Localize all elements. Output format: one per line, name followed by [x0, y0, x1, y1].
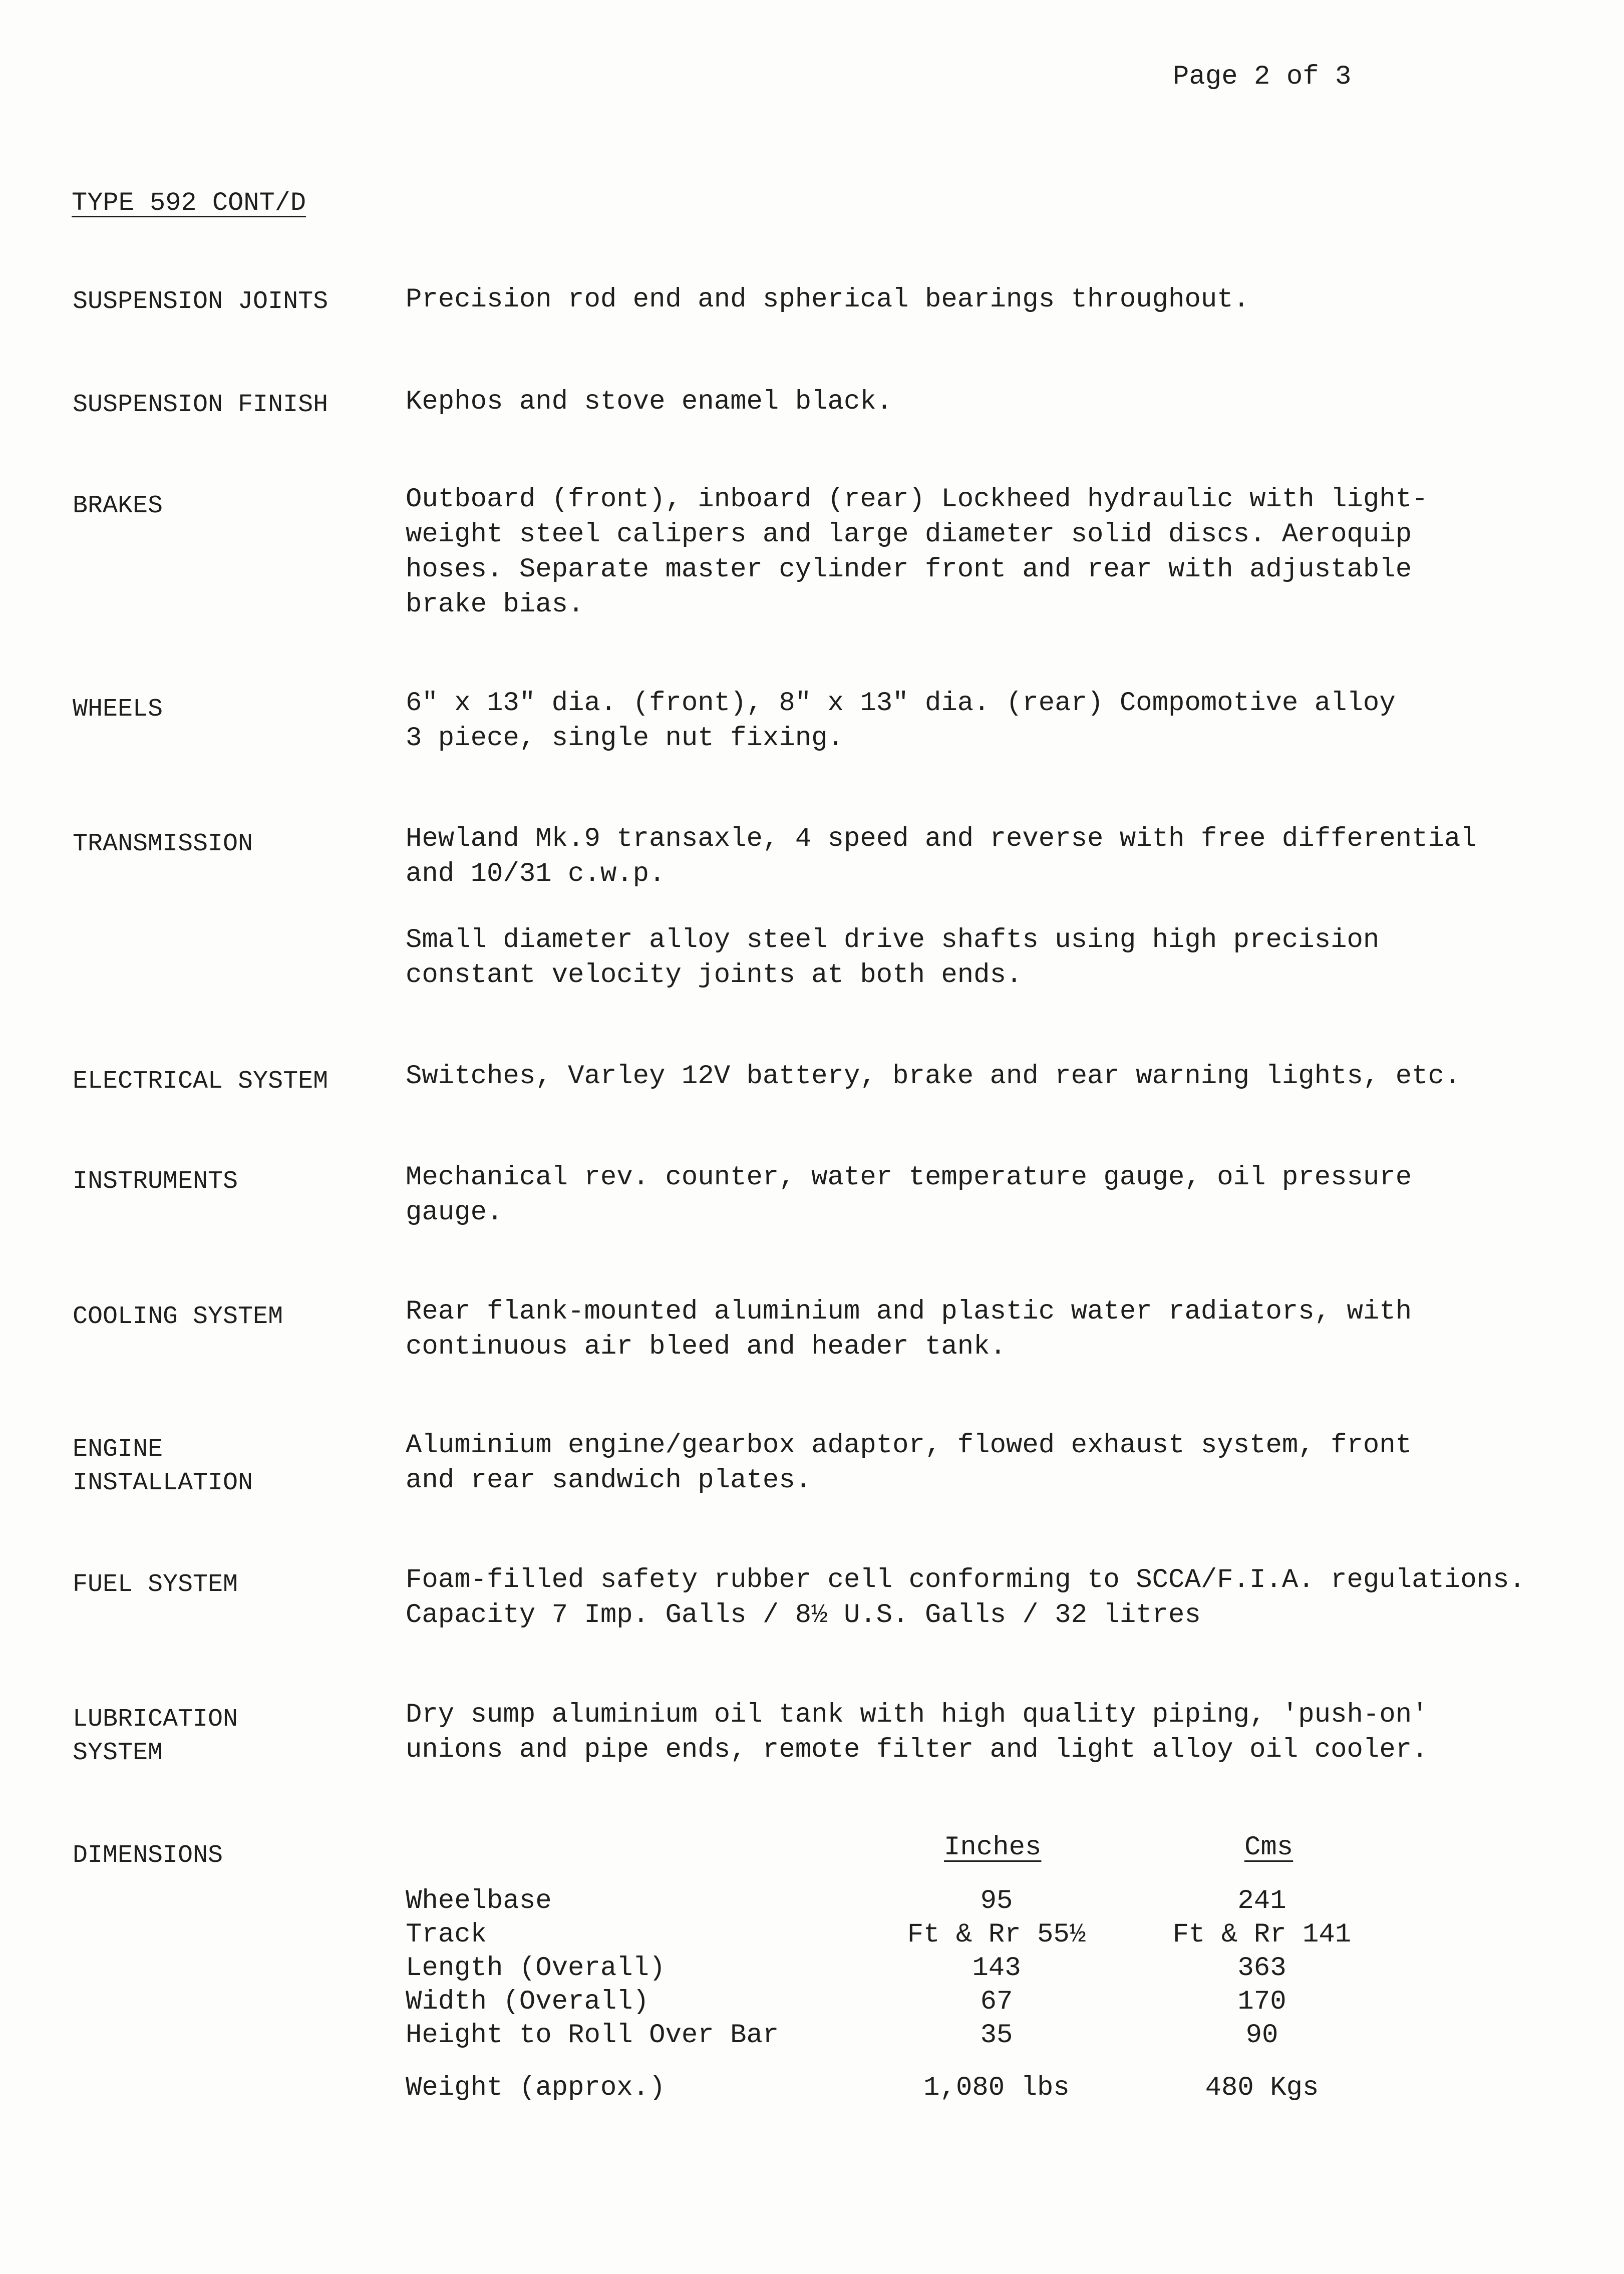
page-number: Page 2 of 3 [1173, 62, 1352, 92]
section-text-engine-installation [406, 1428, 1597, 1498]
dimensions-row [406, 1952, 1557, 1986]
dimension-cms: 241 [1237, 1886, 1286, 1916]
section-text-suspension-joints [406, 282, 1597, 317]
section-text-transmission [406, 822, 1597, 993]
dimension-inches: 143 [972, 1953, 1021, 1984]
dimension-cms: 480 Kgs [1205, 2073, 1319, 2103]
text-line: weight steel calipers and large diameter solid discs. Aeroquip [406, 519, 1412, 550]
paragraph [406, 822, 1597, 892]
dimensions-row [406, 2071, 1557, 2105]
section-label-wheels: WHEELS [73, 695, 163, 724]
dimensions-row [406, 1884, 1557, 1918]
section-text-lubrication-system [406, 1698, 1597, 1768]
text-line: 3 piece, single nut fixing. [406, 723, 844, 754]
text-line: Kephos and stove enamel black. [406, 387, 893, 417]
text-line: Mechanical rev. counter, water temperature gauge, oil pressure [406, 1162, 1412, 1193]
section-text-fuel-system [406, 1563, 1597, 1633]
text-line: Capacity 7 Imp. Galls / 8½ U.S. Galls / 32 litres [406, 1600, 1201, 1631]
text-line: unions and pipe ends, remote filter and light alloy oil cooler. [406, 1735, 1428, 1765]
text-line: and rear sandwich plates. [406, 1465, 812, 1496]
dimension-inches: 1,080 lbs [923, 2073, 1070, 2103]
text-line: Precision rod end and spherical bearings throughout. [406, 284, 1250, 315]
section-label-suspension-joints: SUSPENSION JOINTS [73, 287, 329, 316]
text-line: Dry sump aluminium oil tank with high quality piping, 'push-on' [406, 1700, 1428, 1730]
dimension-cms: 363 [1237, 1953, 1286, 1984]
section-label-dimensions: DIMENSIONS [73, 1841, 223, 1870]
section-label-lubrication-system: LUBRICATION SYSTEM [73, 1705, 238, 1767]
dimension-name: Length (Overall) [406, 1953, 666, 1984]
section-text-wheels [406, 686, 1597, 756]
dimensions-header-inches: Inches [944, 1832, 1042, 1863]
dimension-inches: Ft & Rr 55½ [907, 1919, 1086, 1950]
section-label-cooling-system: COOLING SYSTEM [73, 1303, 283, 1331]
text-line: hoses. Separate master cylinder front and rear with adjustable [406, 554, 1412, 585]
text-line: gauge. [406, 1197, 503, 1228]
text-line: Hewland Mk.9 transaxle, 4 speed and reverse with free differential [406, 824, 1477, 854]
text-line: and 10/31 c.w.p. [406, 859, 666, 889]
document-title: TYPE 592 CONT/D [72, 188, 306, 218]
section-text-instruments [406, 1160, 1597, 1230]
dimensions-row [406, 1918, 1557, 1952]
section-text-brakes [406, 482, 1597, 622]
section-label-instruments: INSTRUMENTS [73, 1167, 238, 1196]
dimensions-header-cms: Cms [1244, 1832, 1293, 1863]
text-line: constant velocity joints at both ends. [406, 960, 1023, 991]
dimensions-row [406, 2019, 1557, 2053]
section-text-electrical-system [406, 1059, 1597, 1094]
dimension-name: Weight (approx.) [406, 2073, 666, 2103]
text-line: Outboard (front), inboard (rear) Lockheed hydraulic with light- [406, 484, 1428, 515]
text-line: Foam-filled safety rubber cell conforming to SCCA/F.I.A. regulations. [406, 1565, 1525, 1595]
text-line: Switches, Varley 12V battery, brake and rear warning lights, etc. [406, 1061, 1461, 1092]
section-text-suspension-finish [406, 385, 1597, 420]
section-label-transmission: TRANSMISSION [73, 830, 253, 858]
text-line: continuous air bleed and header tank. [406, 1332, 1006, 1362]
paragraph [406, 923, 1597, 993]
section-text-cooling-system [406, 1294, 1597, 1365]
dimension-name: Width (Overall) [406, 1987, 649, 2017]
section-label-fuel-system: FUEL SYSTEM [73, 1570, 238, 1599]
text-line: Aluminium engine/gearbox adaptor, flowed exhaust system, front [406, 1430, 1412, 1461]
dimension-cms: 90 [1245, 2020, 1278, 2051]
dimension-name: Wheelbase [406, 1886, 552, 1916]
text-line: 6" x 13" dia. (front), 8" x 13" dia. (rear) Compomotive alloy [406, 688, 1396, 719]
section-label-brakes: BRAKES [73, 492, 163, 520]
dimension-name: Height to Roll Over Bar [406, 2020, 779, 2051]
text-line: brake bias. [406, 589, 584, 620]
text-line: Small diameter alloy steel drive shafts using high precision [406, 925, 1380, 955]
section-label-electrical-system: ELECTRICAL SYSTEM [73, 1067, 329, 1096]
dimensions-row [406, 1985, 1557, 2019]
dimension-inches: 95 [980, 1886, 1013, 1916]
dimension-name: Track [406, 1919, 487, 1950]
section-label-suspension-finish: SUSPENSION FINISH [73, 391, 329, 419]
dimension-cms: Ft & Rr 141 [1172, 1919, 1352, 1950]
text-line: Rear flank-mounted aluminium and plastic water radiators, with [406, 1296, 1412, 1327]
dimension-inches: 67 [980, 1987, 1013, 2017]
dimension-inches: 35 [980, 2020, 1013, 2051]
section-label-engine-installation: ENGINE INSTALLATION [73, 1435, 253, 1497]
dimension-cms: 170 [1237, 1987, 1286, 2017]
